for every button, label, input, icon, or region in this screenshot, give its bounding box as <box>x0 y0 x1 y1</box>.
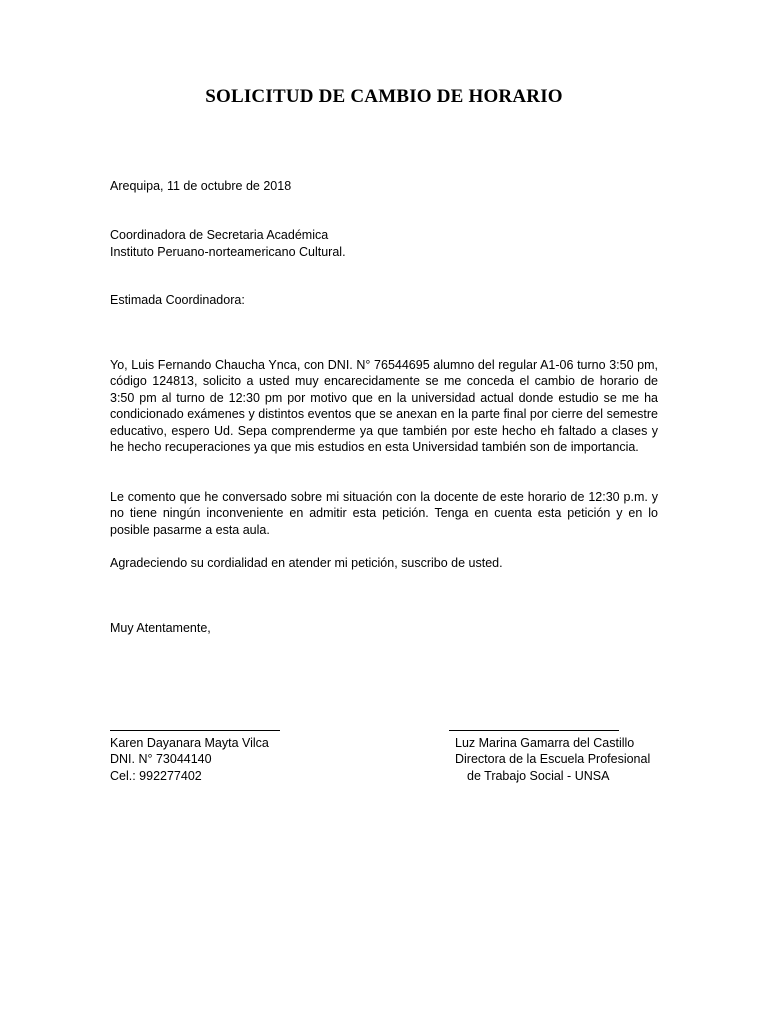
signature-left <box>110 718 280 784</box>
signer-left-dni: DNI. N° 73044140 <box>110 752 212 767</box>
signer-right-name: Luz Marina Gamarra del Castillo <box>455 736 635 750</box>
signer-left-name: Karen Dayanara Mayta Vilca <box>110 736 269 750</box>
signature-line-left <box>110 718 280 731</box>
body-paragraph-3: Agradeciendo su cordialidad en atender mi petición, suscribo de usted. <box>110 556 503 570</box>
body-paragraph-1: Yo, Luis Fernando Chaucha Ynca, con DNI. N° 76544695 alumno del regular A1-06 turno 3:50 pm, código 124813, solicito a usted muy encarecidamente se me conceda el cambio de horario de 3:50 pm al turno de 12:30 pm por motivo que en la universidad actual donde estudio se me ha condicionado exámenes y distintos eventos que se anexan en la parte final por cierre del semestre educativo, espero Ud. Sepa comprenderme ya que también por este hecho eh faltado a clases y he hecho recuperaciones ya que mis estudios en esta Universidad también son de importancia. <box>110 358 658 455</box>
salutation: Estimada Coordinadora: <box>110 293 245 307</box>
place-date: Arequipa, 11 de octubre de 2018 <box>110 179 292 193</box>
closing: Muy Atentamente, <box>110 621 211 635</box>
signature-right <box>449 718 655 784</box>
signer-right-dept: de Trabajo Social - UNSA <box>467 768 610 783</box>
signer-left-phone: Cel.: 992277402 <box>110 768 202 783</box>
recipient-title: Coordinadora de Secretaria Académica <box>110 228 329 242</box>
signer-right-role: Directora de la Escuela Profesional <box>455 752 651 767</box>
document-title: SOLICITUD DE CAMBIO DE HORARIO <box>205 86 563 107</box>
body-paragraph-2: Le comento que he conversado sobre mi situación con la docente de este horario de 12:30 p.m. y no tiene ningún inconveniente en admitir esta petición. Tenga en cuenta esta petición y en lo posible pasarme a esta aula. <box>110 490 658 537</box>
signature-line-right <box>449 718 619 731</box>
recipient-institution: Instituto Peruano-norteamericano Cultural. <box>110 245 346 259</box>
